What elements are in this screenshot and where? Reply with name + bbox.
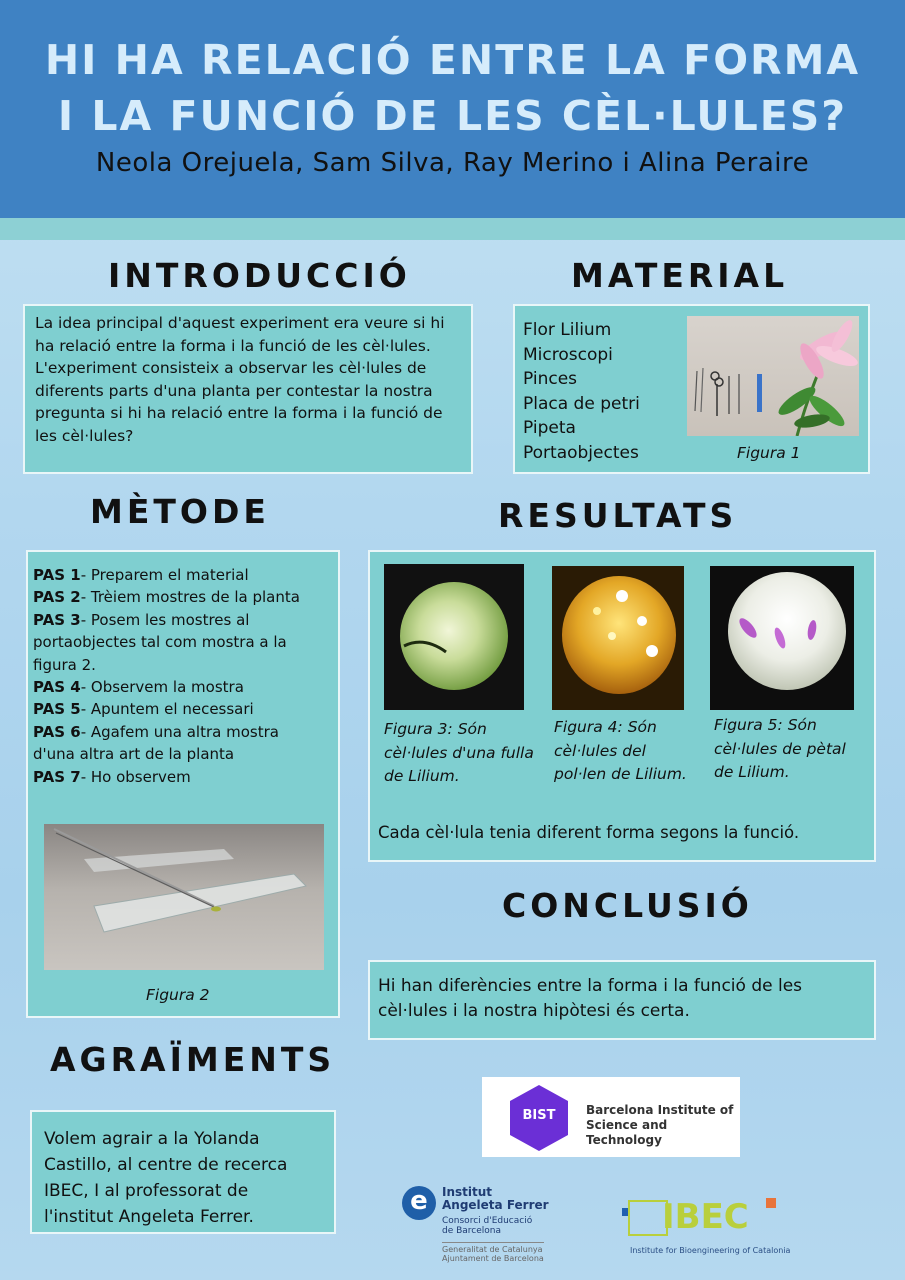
figure-4-caption: Figura 4: Són cèl·lules del pol·len de Lilium. bbox=[554, 718, 687, 783]
ibec-subtitle: Institute for Bioengineering of Catalonia bbox=[630, 1246, 791, 1255]
step-text: - Agafem una altra mostra d'una altra art de la planta bbox=[33, 722, 279, 764]
authors: Neola Orejuela, Sam Silva, Ray Merino i Alina Peraire bbox=[95, 148, 810, 178]
institut-sub-line: Ajuntament de Barcelona bbox=[442, 1254, 544, 1263]
figure-4-micrograph bbox=[552, 566, 684, 710]
step-label: PAS 7 bbox=[33, 767, 81, 786]
conclusio-box bbox=[368, 960, 876, 1040]
header-stripe bbox=[0, 218, 905, 240]
figure-2-photo bbox=[44, 824, 324, 970]
metode-box bbox=[26, 550, 340, 1018]
figure-3-micrograph bbox=[384, 564, 524, 710]
material-item: Portaobjectes bbox=[523, 442, 639, 463]
bist-name-line: Barcelona Institute of bbox=[586, 1103, 734, 1117]
conclusio-text: Hi han diferències entre la forma i la funció de les cèl·lules i la nostra hipòtesi és certa. bbox=[378, 976, 803, 1021]
figure-5-caption: Figura 5: Són cèl·lules de pètal de Lilium. bbox=[714, 716, 846, 781]
step-label: PAS 4 bbox=[33, 678, 81, 697]
step-label: PAS 2 bbox=[33, 588, 81, 607]
step-item bbox=[33, 676, 323, 698]
agraiments-text: Volem agrair a la Yolanda Castillo, al centre de recerca IBEC, I al professorat de l'institut Angeleta Ferrer. bbox=[44, 1129, 288, 1227]
step-label: PAS 6 bbox=[33, 722, 81, 741]
figure-1-caption: Figura 1 bbox=[737, 444, 801, 462]
step-text: - Observem la mostra bbox=[80, 678, 244, 697]
bist-mark: BIST bbox=[522, 1108, 556, 1123]
institut-angeleta-ferrer-logo bbox=[402, 1184, 552, 1266]
step-text: - Apuntem el necessari bbox=[80, 700, 254, 719]
intro-paragraph-1: La idea principal d'aquest experiment era veure si hi ha relació entre la forma i la funció de les cèl·lules. bbox=[35, 314, 445, 355]
step-label: PAS 3 bbox=[33, 610, 81, 629]
title-line-2: I LA FUNCIÓ DE LES CÈL·LULES? bbox=[57, 92, 848, 140]
intro-paragraph-2: L'experiment consisteix a observar les cèl·lules de diferents parts d'una planta per contestar la nostra pregunta si hi ha relació entre la forma i la funció de les cèl·lules? bbox=[35, 359, 443, 445]
poster-title bbox=[0, 32, 905, 144]
resultats-heading: RESULTATS bbox=[498, 496, 738, 535]
step-text: - Trèiem mostres de la planta bbox=[80, 588, 300, 607]
material-box bbox=[513, 304, 870, 474]
institut-name-line: Institut bbox=[442, 1185, 493, 1199]
material-item: Placa de petri bbox=[523, 393, 640, 414]
bist-logo bbox=[482, 1077, 740, 1157]
material-list bbox=[523, 318, 640, 465]
step-label: PAS 1 bbox=[33, 566, 81, 584]
step-text: - Preparem el material bbox=[80, 566, 249, 584]
step-text: - Posem les mostres al portaobjectes tal com mostra a la figura 2. bbox=[33, 610, 287, 674]
institut-sub-line: de Barcelona bbox=[442, 1226, 502, 1236]
step-text: - Ho observem bbox=[80, 767, 191, 786]
metode-heading: MÈTODE bbox=[90, 492, 270, 531]
intro-heading: INTRODUCCIÓ bbox=[108, 256, 411, 295]
tools-and-lily-image bbox=[687, 316, 859, 436]
resultats-summary: Cada cèl·lula tenia diferent forma segons la funció. bbox=[378, 823, 800, 842]
material-item: Pipeta bbox=[523, 418, 576, 438]
figure-3-caption: Figura 3: Són cèl·lules d'una fulla de Lilium. bbox=[384, 720, 534, 785]
institut-sub-line: Generalitat de Catalunya bbox=[442, 1245, 543, 1254]
step-item bbox=[33, 586, 323, 608]
figure-2-caption: Figura 2 bbox=[146, 986, 210, 1004]
agraiments-heading: AGRAÏMENTS bbox=[50, 1040, 336, 1079]
bist-name bbox=[586, 1103, 740, 1148]
institut-e-icon: e bbox=[402, 1186, 436, 1220]
institut-sub-line: Consorci d'Educació bbox=[442, 1216, 533, 1226]
steps-list bbox=[33, 564, 323, 788]
ibec-mark: IBEC bbox=[662, 1197, 749, 1237]
material-item: Pinces bbox=[523, 369, 578, 389]
ibec-accent-icon bbox=[766, 1198, 776, 1208]
step-item bbox=[33, 564, 323, 586]
step-item bbox=[33, 609, 323, 676]
agraiments-box bbox=[30, 1110, 336, 1234]
intro-box bbox=[23, 304, 473, 474]
step-item bbox=[33, 721, 323, 766]
step-item bbox=[33, 766, 323, 788]
slide-and-tweezers-image bbox=[44, 824, 324, 970]
institut-name-line: Angeleta Ferrer bbox=[442, 1198, 549, 1212]
bist-name-line: Science and Technology bbox=[586, 1118, 668, 1147]
material-item: Microscopi bbox=[523, 344, 613, 365]
material-heading: MATERIAL bbox=[571, 256, 789, 295]
step-item bbox=[33, 698, 323, 720]
resultats-box bbox=[368, 550, 876, 862]
step-label: PAS 5 bbox=[33, 700, 81, 719]
title-line-1: HI HA RELACIÓ ENTRE LA FORMA bbox=[44, 36, 861, 84]
figure-1-photo bbox=[687, 316, 859, 436]
figure-5-micrograph bbox=[710, 566, 854, 710]
conclusio-heading: CONCLUSIÓ bbox=[502, 886, 753, 925]
ibec-logo bbox=[622, 1196, 792, 1260]
material-item: Flor Lilium bbox=[523, 320, 612, 340]
